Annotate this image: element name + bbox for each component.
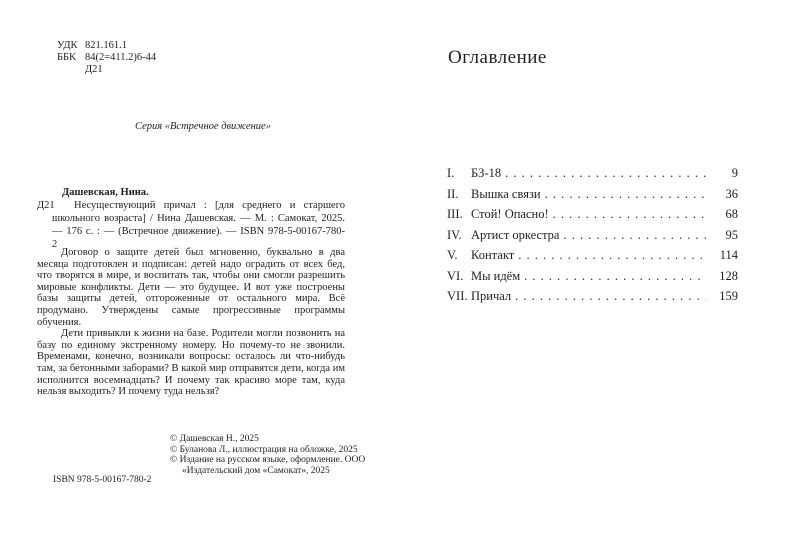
annotation-block <box>37 247 345 398</box>
toc-entry <box>447 163 738 184</box>
toc-dot-leader <box>553 204 706 225</box>
toc-dot-leader <box>515 286 706 307</box>
toc-dot-leader <box>518 245 706 266</box>
copyright-block <box>170 434 370 476</box>
toc-chapter-numeral: II. <box>447 186 459 201</box>
imprint-page <box>37 0 366 558</box>
card-author-sign: Д21 <box>37 200 55 211</box>
toc-chapter-title: Вышка связи <box>471 186 541 201</box>
toc-page-number: 128 <box>719 268 738 283</box>
bbk-row <box>57 52 156 64</box>
author-sign: Д21 <box>85 64 103 75</box>
udk-label: УДК <box>57 40 78 51</box>
classification-block <box>57 40 156 76</box>
copyright-line: © Буланова Л., иллюстрация на обложке, 2025 <box>170 444 358 455</box>
toc-entry <box>447 266 738 287</box>
toc-list <box>447 163 738 307</box>
toc-entry <box>447 286 738 307</box>
toc-chapter-title: Мы идём <box>471 268 521 283</box>
toc-page-number: 114 <box>719 248 738 262</box>
toc-page-number: 159 <box>719 289 738 303</box>
bbk-label: ББК <box>57 52 77 63</box>
contents-page <box>447 0 738 558</box>
card-body <box>37 199 345 251</box>
bbk-value: 84(2=411.2)6-44 <box>85 52 157 63</box>
toc-entry <box>447 204 738 225</box>
toc-chapter-title: Контакт <box>471 248 515 262</box>
annotation-paragraph: Договор о защите детей был мгновенно, буквально в два месяца подготовлен и подписан: детей надо оградить от всех бед, что творятся в мире, и воспитать так, чтобы они смогли разрешить мировые конфликты. Дети — это будущее. И вот уже построены базы защиты детей, отгороженные от остального мира. Всё продумано. Утверждены самые прогрессивные программы обучения. <box>37 247 345 328</box>
toc-page-number: 68 <box>725 207 738 221</box>
toc-chapter-numeral: I. <box>447 166 455 180</box>
toc-page-number: 95 <box>725 227 738 242</box>
toc-entry <box>447 245 738 266</box>
catalog-card <box>37 186 345 251</box>
isbn-number: ISBN 978-5-00167-780-2 <box>53 475 152 485</box>
contents-title: Оглавление <box>448 47 547 68</box>
toc-chapter-numeral: III. <box>447 207 463 221</box>
toc-dot-leader <box>545 184 706 205</box>
toc-dot-leader <box>524 266 706 287</box>
copyright-line: © Дашевская Н., 2025 <box>170 434 259 444</box>
series-line: Серия «Встречное движение» <box>135 121 271 132</box>
author-sign-row <box>57 64 156 76</box>
author-sign-spacer <box>57 64 85 76</box>
toc-page-number: 9 <box>731 166 738 180</box>
udk-value: 821.161.1 <box>85 40 127 51</box>
toc-chapter-title: БЗ-18 <box>471 166 502 180</box>
toc-page-number: 36 <box>725 186 738 201</box>
toc-chapter-title: Причал <box>471 289 512 303</box>
toc-chapter-numeral: VII. <box>447 289 468 303</box>
card-author-heading: Дашевская, Нина. <box>62 187 149 198</box>
toc-chapter-numeral: V. <box>447 248 458 262</box>
toc-entry <box>447 184 738 205</box>
toc-chapter-title: Стой! Опасно! <box>471 207 549 221</box>
toc-chapter-numeral: IV. <box>447 227 462 242</box>
annotation-paragraph: Дети привыкли к жизни на базе. Родители могли позвонить на базу по единому экстренному номеру. Но почему-то не звонили. Временами, конечно, возникали вопросы: осталось ли что-нибудь там, за бетонными заборами? В какой мир отправятся дети, когда им исполнится восемнадцать? И почему так красиво море там, куда нельзя выходить? И почему туда нельзя? <box>37 328 345 398</box>
udk-row <box>57 40 156 52</box>
card-description: Несуществующий причал : [для среднего и старшего школьного возраста] / Нина Дашевская. — М. : Самокат, 2025. — 176 с. : — (Встречное движение). — ISBN 978-5-00167-780-2 <box>52 200 345 250</box>
toc-chapter-title: Артист оркестра <box>471 227 560 242</box>
toc-dot-leader <box>505 163 706 184</box>
toc-dot-leader <box>563 225 706 246</box>
toc-chapter-numeral: VI. <box>447 268 464 283</box>
copyright-line: © Издание на русском языке, оформление. ООО «Издательский дом «Самокат», 2025 <box>170 455 366 476</box>
toc-entry <box>447 225 738 246</box>
